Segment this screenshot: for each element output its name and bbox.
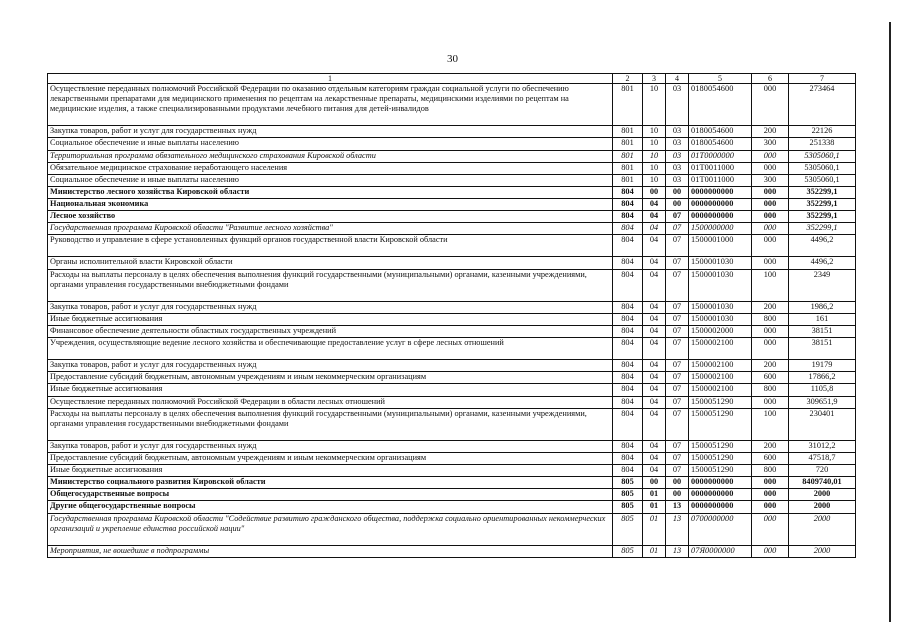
subsection-code-cell: 07 (666, 360, 689, 372)
target-article-cell: 1500002100 (689, 360, 752, 372)
row-name-cell: Лесное хозяйство (48, 211, 613, 223)
amount-cell: 4496,2 (789, 235, 856, 257)
table-row (48, 440, 856, 452)
table-header-row (48, 74, 856, 84)
table-row (48, 223, 856, 235)
subsection-code-cell: 00 (666, 198, 689, 210)
section-code-cell: 04 (643, 384, 666, 396)
table-row (48, 269, 856, 301)
page-edge-line (889, 22, 891, 622)
department-code-cell: 804 (613, 186, 643, 198)
section-code-cell: 04 (643, 408, 666, 440)
subsection-code-cell: 07 (666, 396, 689, 408)
section-code-cell: 10 (643, 174, 666, 186)
row-name-cell: Предоставление субсидий бюджетным, автономным учреждениям и иным некоммерческим организациям (48, 453, 613, 465)
department-code-cell: 801 (613, 162, 643, 174)
table-row (48, 465, 856, 477)
section-code-cell: 04 (643, 235, 666, 257)
target-article-cell: 1500051290 (689, 465, 752, 477)
row-name-cell: Иные бюджетные ассигнования (48, 465, 613, 477)
department-code-cell: 804 (613, 408, 643, 440)
table-row (48, 501, 856, 513)
section-code-cell: 04 (643, 326, 666, 338)
amount-cell: 8409740,01 (789, 477, 856, 489)
header-cell: 4 (666, 74, 689, 84)
subsection-code-cell: 13 (666, 545, 689, 557)
expense-type-cell: 000 (752, 84, 789, 126)
section-code-cell: 00 (643, 186, 666, 198)
department-code-cell: 801 (613, 126, 643, 138)
section-code-cell: 00 (643, 477, 666, 489)
department-code-cell: 801 (613, 174, 643, 186)
amount-cell: 230401 (789, 408, 856, 440)
row-name-cell: Территориальная программа обязательного медицинского страхования Кировской области (48, 150, 613, 162)
section-code-cell: 04 (643, 269, 666, 301)
page-number: 30 (447, 53, 458, 65)
row-name-cell: Социальное обеспечение и иные выплаты населению (48, 138, 613, 150)
amount-cell: 22126 (789, 126, 856, 138)
section-code-cell: 10 (643, 150, 666, 162)
target-article-cell: 01T0011000 (689, 174, 752, 186)
table-row (48, 384, 856, 396)
target-article-cell: 1500051290 (689, 440, 752, 452)
subsection-code-cell: 03 (666, 84, 689, 126)
expense-type-cell: 000 (752, 326, 789, 338)
subsection-code-cell: 07 (666, 453, 689, 465)
section-code-cell: 04 (643, 372, 666, 384)
row-name-cell: Финансовое обеспечение деятельности областных государственных учреждений (48, 326, 613, 338)
row-name-cell: Министерство социального развития Кировской области (48, 477, 613, 489)
header-cell: 6 (752, 74, 789, 84)
subsection-code-cell: 07 (666, 211, 689, 223)
expense-type-cell: 000 (752, 501, 789, 513)
department-code-cell: 804 (613, 465, 643, 477)
header-cell: 7 (789, 74, 856, 84)
table-row (48, 174, 856, 186)
expense-type-cell: 600 (752, 453, 789, 465)
row-name-cell: Осуществление переданных полномочий Российской Федерации по оказанию отдельным категориям граждан социальной услуги по обеспечению лекарственными препаратами для медицинского применения по рецептам на лекарственные препараты, медицинскими изделиями по рецептам на медицинские изделия, а также специализированными продуктами лечебного питания для детей-инвалидов (48, 84, 613, 126)
subsection-code-cell: 03 (666, 162, 689, 174)
amount-cell: 2000 (789, 513, 856, 545)
target-article-cell: 1500002100 (689, 384, 752, 396)
amount-cell: 2000 (789, 489, 856, 501)
table-row (48, 313, 856, 325)
table-row (48, 198, 856, 210)
target-article-cell: 1500001030 (689, 257, 752, 269)
target-article-cell: 1500001030 (689, 269, 752, 301)
department-code-cell: 801 (613, 138, 643, 150)
expense-type-cell: 000 (752, 257, 789, 269)
expense-type-cell: 000 (752, 198, 789, 210)
table-row (48, 513, 856, 545)
section-code-cell: 04 (643, 223, 666, 235)
table-row (48, 138, 856, 150)
department-code-cell: 804 (613, 313, 643, 325)
target-article-cell: 1500000000 (689, 223, 752, 235)
section-code-cell: 01 (643, 489, 666, 501)
row-name-cell: Расходы на выплаты персоналу в целях обеспечения выполнения функций государственными (муниципальными) органами, казенными учреждениями, органами управления государственными внебюджетными фондами (48, 408, 613, 440)
expense-type-cell: 000 (752, 223, 789, 235)
target-article-cell: 01T0011000 (689, 162, 752, 174)
amount-cell: 352299,1 (789, 211, 856, 223)
target-article-cell: 0000000000 (689, 489, 752, 501)
amount-cell: 38151 (789, 338, 856, 360)
amount-cell: 17866,2 (789, 372, 856, 384)
amount-cell: 2349 (789, 269, 856, 301)
section-code-cell: 01 (643, 545, 666, 557)
section-code-cell: 10 (643, 138, 666, 150)
amount-cell: 47518,7 (789, 453, 856, 465)
section-code-cell: 10 (643, 126, 666, 138)
amount-cell: 352299,1 (789, 223, 856, 235)
row-name-cell: Иные бюджетные ассигнования (48, 384, 613, 396)
amount-cell: 5305060,1 (789, 150, 856, 162)
department-code-cell: 805 (613, 477, 643, 489)
amount-cell: 352299,1 (789, 186, 856, 198)
amount-cell: 273464 (789, 84, 856, 126)
section-code-cell: 04 (643, 338, 666, 360)
row-name-cell: Национальная экономика (48, 198, 613, 210)
expense-type-cell: 300 (752, 138, 789, 150)
expense-type-cell: 600 (752, 372, 789, 384)
amount-cell: 2000 (789, 545, 856, 557)
department-code-cell: 805 (613, 501, 643, 513)
table-row (48, 338, 856, 360)
amount-cell: 720 (789, 465, 856, 477)
department-code-cell: 804 (613, 396, 643, 408)
amount-cell: 1105,8 (789, 384, 856, 396)
subsection-code-cell: 07 (666, 223, 689, 235)
amount-cell: 309651,9 (789, 396, 856, 408)
expense-type-cell: 000 (752, 150, 789, 162)
amount-cell: 161 (789, 313, 856, 325)
table-row (48, 84, 856, 126)
row-name-cell: Закупка товаров, работ и услуг для государственных нужд (48, 360, 613, 372)
expense-type-cell: 200 (752, 126, 789, 138)
target-article-cell: 1500002000 (689, 326, 752, 338)
department-code-cell: 801 (613, 84, 643, 126)
target-article-cell: 1500002100 (689, 372, 752, 384)
expense-type-cell: 300 (752, 174, 789, 186)
subsection-code-cell: 07 (666, 269, 689, 301)
section-code-cell: 04 (643, 257, 666, 269)
row-name-cell: Закупка товаров, работ и услуг для государственных нужд (48, 440, 613, 452)
target-article-cell: 0000000000 (689, 477, 752, 489)
department-code-cell: 804 (613, 372, 643, 384)
table-row (48, 257, 856, 269)
target-article-cell: 01T0000000 (689, 150, 752, 162)
subsection-code-cell: 03 (666, 174, 689, 186)
department-code-cell: 804 (613, 269, 643, 301)
table-row (48, 301, 856, 313)
row-name-cell: Осуществление переданных полномочий Российской Федерации в области лесных отношений (48, 396, 613, 408)
header-cell: 5 (689, 74, 752, 84)
department-code-cell: 804 (613, 257, 643, 269)
expense-type-cell: 000 (752, 186, 789, 198)
subsection-code-cell: 00 (666, 186, 689, 198)
section-code-cell: 04 (643, 360, 666, 372)
row-name-cell: Иные бюджетные ассигнования (48, 313, 613, 325)
subsection-code-cell: 00 (666, 477, 689, 489)
section-code-cell: 04 (643, 313, 666, 325)
amount-cell: 19179 (789, 360, 856, 372)
expense-type-cell: 000 (752, 162, 789, 174)
row-name-cell: Общегосударственные вопросы (48, 489, 613, 501)
department-code-cell: 804 (613, 360, 643, 372)
amount-cell: 38151 (789, 326, 856, 338)
department-code-cell: 804 (613, 440, 643, 452)
amount-cell: 251338 (789, 138, 856, 150)
expense-type-cell: 200 (752, 360, 789, 372)
expense-type-cell: 000 (752, 211, 789, 223)
row-name-cell: Социальное обеспечение и иные выплаты населению (48, 174, 613, 186)
row-name-cell: Обязательное медицинское страхование неработающего населения (48, 162, 613, 174)
expense-type-cell: 200 (752, 440, 789, 452)
subsection-code-cell: 07 (666, 235, 689, 257)
department-code-cell: 805 (613, 489, 643, 501)
target-article-cell: 0000000000 (689, 211, 752, 223)
row-name-cell: Закупка товаров, работ и услуг для государственных нужд (48, 301, 613, 313)
target-article-cell: 0000000000 (689, 198, 752, 210)
department-code-cell: 801 (613, 150, 643, 162)
expense-type-cell: 800 (752, 313, 789, 325)
row-name-cell: Учреждения, осуществляющие ведение лесного хозяйства и обеспечивающие предоставление услуг в сфере лесных отношений (48, 338, 613, 360)
target-article-cell: 0180054600 (689, 138, 752, 150)
table-row (48, 545, 856, 557)
target-article-cell: 1500002100 (689, 338, 752, 360)
table-row (48, 186, 856, 198)
target-article-cell: 1500001000 (689, 235, 752, 257)
row-name-cell: Мероприятия, не вошедшие в подпрограммы (48, 545, 613, 557)
expense-type-cell: 000 (752, 477, 789, 489)
subsection-code-cell: 07 (666, 408, 689, 440)
table-row (48, 326, 856, 338)
department-code-cell: 804 (613, 301, 643, 313)
expense-type-cell: 000 (752, 513, 789, 545)
subsection-code-cell: 07 (666, 372, 689, 384)
department-code-cell: 804 (613, 235, 643, 257)
table-row (48, 360, 856, 372)
department-code-cell: 805 (613, 545, 643, 557)
section-code-cell: 04 (643, 198, 666, 210)
department-code-cell: 804 (613, 338, 643, 360)
subsection-code-cell: 07 (666, 257, 689, 269)
section-code-cell: 10 (643, 162, 666, 174)
section-code-cell: 04 (643, 396, 666, 408)
subsection-code-cell: 07 (666, 301, 689, 313)
expense-type-cell: 100 (752, 269, 789, 301)
subsection-code-cell: 03 (666, 126, 689, 138)
section-code-cell: 04 (643, 465, 666, 477)
row-name-cell: Другие общегосударственные вопросы (48, 501, 613, 513)
table-row (48, 477, 856, 489)
amount-cell: 5305060,1 (789, 162, 856, 174)
amount-cell: 2000 (789, 501, 856, 513)
department-code-cell: 804 (613, 223, 643, 235)
row-name-cell: Предоставление субсидий бюджетным, автономным учреждениям и иным некоммерческим организациям (48, 372, 613, 384)
row-name-cell: Министерство лесного хозяйства Кировской области (48, 186, 613, 198)
amount-cell: 352299,1 (789, 198, 856, 210)
header-cell: 2 (613, 74, 643, 84)
budget-table (47, 73, 856, 558)
target-article-cell: 1500001030 (689, 313, 752, 325)
subsection-code-cell: 07 (666, 313, 689, 325)
target-article-cell: 1500051290 (689, 396, 752, 408)
subsection-code-cell: 13 (666, 513, 689, 545)
section-code-cell: 01 (643, 513, 666, 545)
subsection-code-cell: 13 (666, 501, 689, 513)
table-row (48, 453, 856, 465)
section-code-cell: 01 (643, 501, 666, 513)
expense-type-cell: 000 (752, 545, 789, 557)
target-article-cell: 1500051290 (689, 453, 752, 465)
subsection-code-cell: 07 (666, 384, 689, 396)
section-code-cell: 04 (643, 211, 666, 223)
section-code-cell: 04 (643, 453, 666, 465)
subsection-code-cell: 00 (666, 489, 689, 501)
amount-cell: 31012,2 (789, 440, 856, 452)
header-cell: 1 (48, 74, 613, 84)
target-article-cell: 1500051290 (689, 408, 752, 440)
department-code-cell: 804 (613, 211, 643, 223)
expense-type-cell: 800 (752, 465, 789, 477)
amount-cell: 5305060,1 (789, 174, 856, 186)
target-article-cell: 0180054600 (689, 126, 752, 138)
expense-type-cell: 000 (752, 338, 789, 360)
header-cell: 3 (643, 74, 666, 84)
table-row (48, 211, 856, 223)
expense-type-cell: 000 (752, 489, 789, 501)
target-article-cell: 07Я0000000 (689, 545, 752, 557)
target-article-cell: 0700000000 (689, 513, 752, 545)
row-name-cell: Государственная программа Кировской области "Развитие лесного хозяйства" (48, 223, 613, 235)
table-row (48, 489, 856, 501)
subsection-code-cell: 07 (666, 465, 689, 477)
target-article-cell: 0180054600 (689, 84, 752, 126)
table-row (48, 162, 856, 174)
expense-type-cell: 000 (752, 396, 789, 408)
subsection-code-cell: 03 (666, 150, 689, 162)
expense-type-cell: 100 (752, 408, 789, 440)
section-code-cell: 04 (643, 440, 666, 452)
table-row (48, 235, 856, 257)
target-article-cell: 1500001030 (689, 301, 752, 313)
department-code-cell: 805 (613, 513, 643, 545)
amount-cell: 1986,2 (789, 301, 856, 313)
subsection-code-cell: 03 (666, 138, 689, 150)
row-name-cell: Органы исполнительной власти Кировской области (48, 257, 613, 269)
row-name-cell: Руководство и управление в сфере установленных функций органов государственной власти Кировской области (48, 235, 613, 257)
amount-cell: 4496,2 (789, 257, 856, 269)
row-name-cell: Государственная программа Кировской области "Содействие развитию гражданского общества, поддержка социально ориентированных некоммерческих организаций и укрепление единства российской нации" (48, 513, 613, 545)
table-row (48, 408, 856, 440)
department-code-cell: 804 (613, 384, 643, 396)
expense-type-cell: 000 (752, 235, 789, 257)
table-row (48, 372, 856, 384)
section-code-cell: 04 (643, 301, 666, 313)
department-code-cell: 804 (613, 198, 643, 210)
target-article-cell: 0000000000 (689, 501, 752, 513)
target-article-cell: 0000000000 (689, 186, 752, 198)
expense-type-cell: 200 (752, 301, 789, 313)
table-row (48, 126, 856, 138)
department-code-cell: 804 (613, 326, 643, 338)
subsection-code-cell: 07 (666, 440, 689, 452)
department-code-cell: 804 (613, 453, 643, 465)
row-name-cell: Закупка товаров, работ и услуг для государственных нужд (48, 126, 613, 138)
section-code-cell: 10 (643, 84, 666, 126)
row-name-cell: Расходы на выплаты персоналу в целях обеспечения выполнения функций государственными (муниципальными) органами, казенными учреждениями, органами управления государственными внебюджетными фондами (48, 269, 613, 301)
table-row (48, 150, 856, 162)
expense-type-cell: 800 (752, 384, 789, 396)
subsection-code-cell: 07 (666, 338, 689, 360)
table-row (48, 396, 856, 408)
subsection-code-cell: 07 (666, 326, 689, 338)
